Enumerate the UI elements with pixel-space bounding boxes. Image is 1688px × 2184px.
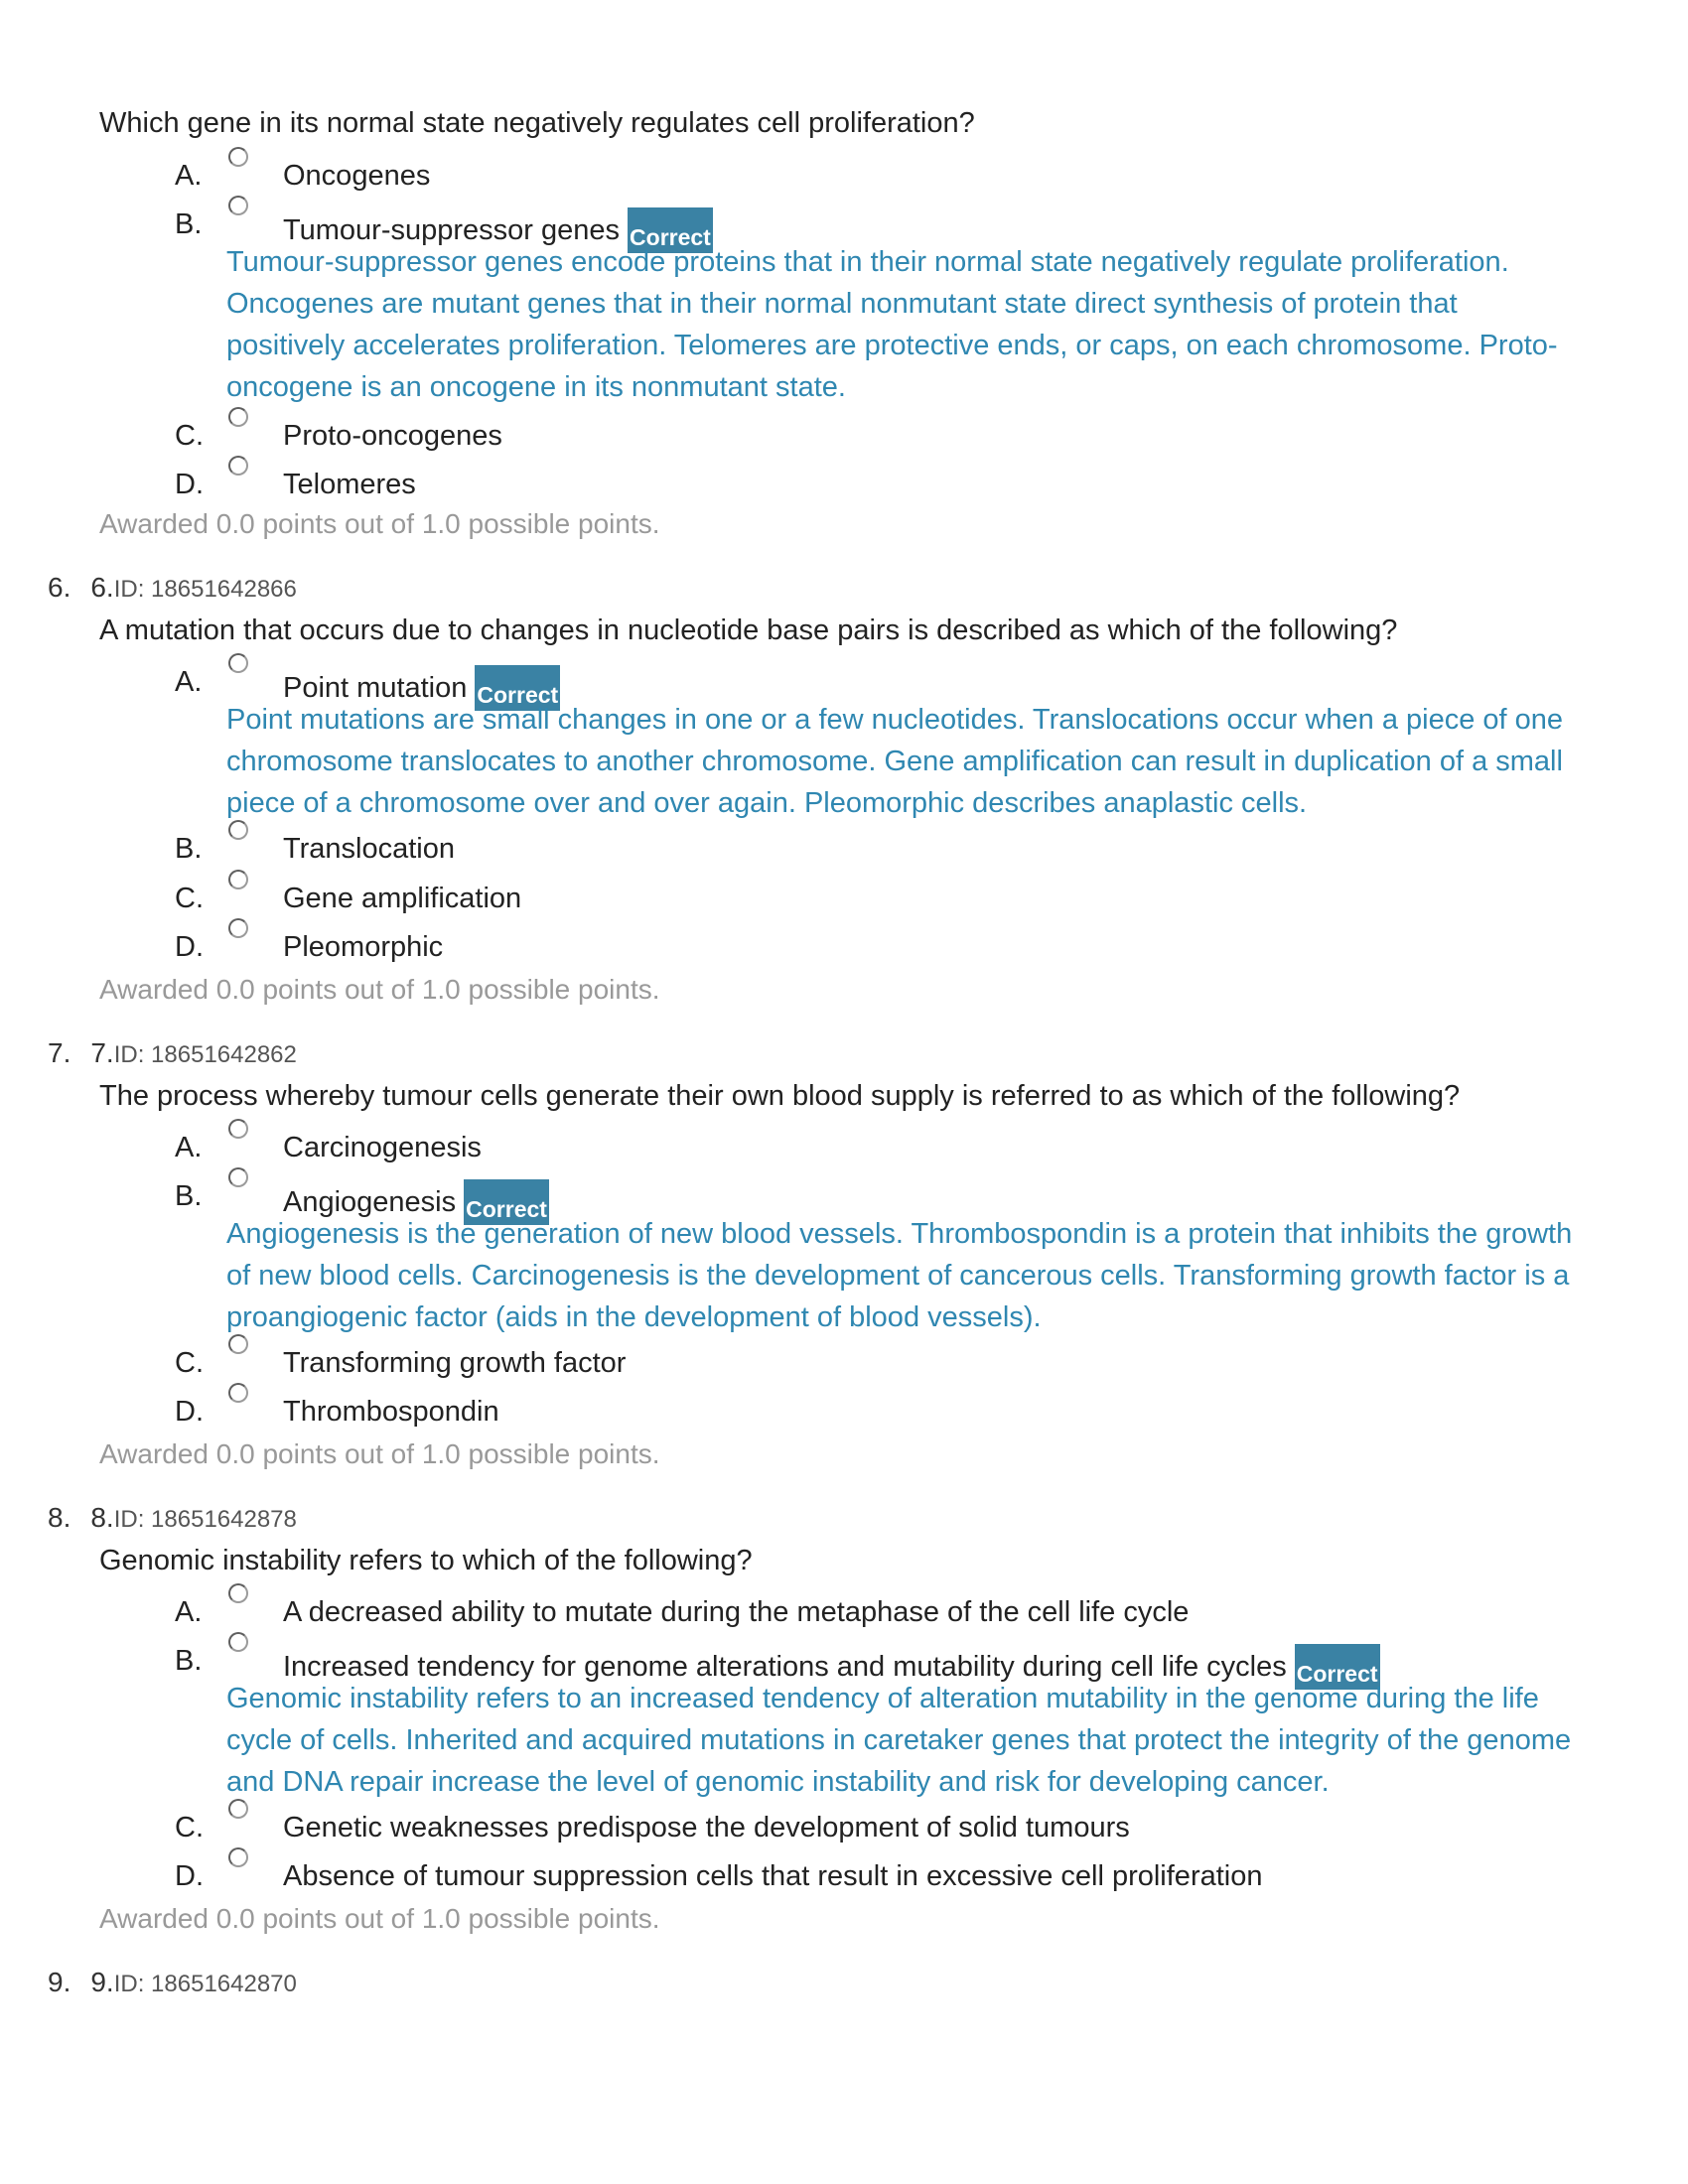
question-number: 7.	[48, 1037, 71, 1068]
explanation-line: and DNA repair increase the level of genomic instability and risk for developing cancer.	[226, 1766, 1330, 1798]
option-text: Gene amplification	[283, 883, 522, 914]
option-text: Tumour-suppressor genes	[283, 214, 621, 246]
question-number-inline: 7.	[90, 1037, 114, 1068]
option-text: Proto-oncogenes	[283, 420, 502, 452]
option-text: Point mutation	[283, 672, 468, 704]
radio-button[interactable]	[228, 1383, 248, 1403]
option-letter: D.	[175, 931, 204, 963]
option-text: Genetic weaknesses predispose the development of solid tumours	[283, 1812, 1130, 1843]
question-header	[48, 1036, 297, 1072]
radio-button[interactable]	[228, 456, 248, 476]
option-letter: D.	[175, 1396, 204, 1428]
option-text: Carcinogenesis	[283, 1132, 482, 1163]
radio-button[interactable]	[228, 1167, 248, 1187]
question-stem: Which gene in its normal state negatively regulates cell proliferation?	[99, 107, 975, 139]
option-text: Telomeres	[283, 469, 416, 500]
question-header	[48, 1501, 297, 1537]
awarded-points: Awarded 0.0 points out of 1.0 possible points.	[99, 1903, 660, 1934]
option-letter: D.	[175, 1860, 204, 1892]
radio-button[interactable]	[228, 1119, 248, 1139]
explanation	[226, 699, 1597, 824]
radio-button[interactable]	[228, 1632, 248, 1652]
question-number: 9.	[48, 1967, 71, 1997]
explanation-line: Oncogenes are mutant genes that in their normal nonmutant state direct synthesis of protein that	[226, 288, 1458, 320]
option-letter: B.	[175, 833, 203, 865]
option-text: Absence of tumour suppression cells that result in excessive cell proliferation	[283, 1860, 1263, 1892]
radio-button[interactable]	[228, 147, 248, 167]
correct-badge: Correct	[475, 665, 560, 711]
option-letter: B.	[175, 1180, 203, 1212]
question-id: ID: 18651642870	[113, 1971, 297, 1997]
question-id: ID: 18651642866	[113, 576, 297, 603]
option-letter: B.	[175, 1645, 203, 1677]
option-letter: C.	[175, 883, 204, 914]
explanation	[226, 1213, 1597, 1338]
radio-button[interactable]	[228, 1583, 248, 1603]
question-number: 8.	[48, 1502, 71, 1533]
explanation-line: Angiogenesis is the generation of new blood vessels. Thrombospondin is a protein that inhibits the growth	[226, 1218, 1573, 1250]
correct-badge: Correct	[464, 1179, 549, 1225]
question-number-inline: 6.	[90, 572, 114, 603]
option-text: Translocation	[283, 833, 456, 865]
explanation-line: oncogene is an oncogene in its nonmutant state.	[226, 371, 846, 403]
question-header	[48, 571, 297, 607]
radio-button[interactable]	[228, 653, 248, 673]
option-letter: D.	[175, 469, 204, 500]
explanation-line: chromosome translocates to another chromosome. Gene amplification can result in duplication of a small	[226, 746, 1563, 777]
question-number-inline: 9.	[90, 1967, 114, 1997]
option-text: Pleomorphic	[283, 931, 444, 963]
radio-button[interactable]	[228, 820, 248, 840]
question-id: ID: 18651642878	[113, 1506, 297, 1533]
radio-button[interactable]	[228, 1334, 248, 1354]
option-text: Oncogenes	[283, 160, 431, 192]
option-letter: A.	[175, 1132, 203, 1163]
explanation-line: piece of a chromosome over and over again. Pleomorphic describes anaplastic cells.	[226, 787, 1308, 819]
option-text: A decreased ability to mutate during the metaphase of the cell life cycle	[283, 1596, 1190, 1628]
explanation-line: Point mutations are small changes in one or a few nucleotides. Translocations occur when a piece of one	[226, 704, 1564, 736]
option-text: Thrombospondin	[283, 1396, 499, 1428]
question-stem: A mutation that occurs due to changes in nucleotide base pairs is described as which of the following?	[99, 614, 1398, 646]
option-text: Increased tendency for genome alterations and mutability during cell life cycles	[283, 1651, 1287, 1683]
question-id: ID: 18651642862	[113, 1041, 297, 1068]
explanation-line: positively accelerates proliferation. Telomeres are protective ends, or caps, on each chromosome. Proto-	[226, 330, 1558, 361]
awarded-points: Awarded 0.0 points out of 1.0 possible points.	[99, 508, 660, 539]
option-letter: A.	[175, 160, 203, 192]
question-number-inline: 8.	[90, 1502, 114, 1533]
explanation-line: of new blood cells. Carcinogenesis is the development of cancerous cells. Transforming growth factor is a	[226, 1260, 1570, 1292]
question-stem: The process whereby tumour cells generate their own blood supply is referred to as which of the following?	[99, 1080, 1461, 1112]
awarded-points: Awarded 0.0 points out of 1.0 possible points.	[99, 974, 660, 1005]
radio-button[interactable]	[228, 407, 248, 427]
explanation-line: proangiogenic factor (aids in the development of blood vessels).	[226, 1301, 1042, 1333]
option-text: Angiogenesis	[283, 1186, 457, 1218]
radio-button[interactable]	[228, 870, 248, 889]
radio-button[interactable]	[228, 1799, 248, 1819]
question-header	[48, 1966, 297, 2001]
option-letter: A.	[175, 1596, 203, 1628]
option-letter: A.	[175, 666, 203, 698]
radio-button[interactable]	[228, 1847, 248, 1867]
option-letter: C.	[175, 420, 204, 452]
explanation-line: Genomic instability refers to an increased tendency of alteration mutability in the genome during the life	[226, 1683, 1539, 1714]
radio-button[interactable]	[228, 196, 248, 215]
option-text: Transforming growth factor	[283, 1347, 627, 1379]
explanation	[226, 241, 1597, 408]
question-stem: Genomic instability refers to which of the following?	[99, 1545, 753, 1576]
explanation	[226, 1678, 1597, 1803]
explanation-line: cycle of cells. Inherited and acquired mutations in caretaker genes that protect the integrity of the genome	[226, 1724, 1572, 1756]
correct-badge: Correct	[1295, 1644, 1380, 1690]
question-number: 6.	[48, 572, 71, 603]
option-letter: C.	[175, 1347, 204, 1379]
awarded-points: Awarded 0.0 points out of 1.0 possible points.	[99, 1438, 660, 1469]
option-letter: C.	[175, 1812, 204, 1843]
correct-badge: Correct	[628, 207, 713, 253]
option-letter: B.	[175, 208, 203, 240]
radio-button[interactable]	[228, 918, 248, 938]
explanation-line: Tumour-suppressor genes encode proteins that in their normal state negatively regulate proliferation.	[226, 246, 1509, 278]
